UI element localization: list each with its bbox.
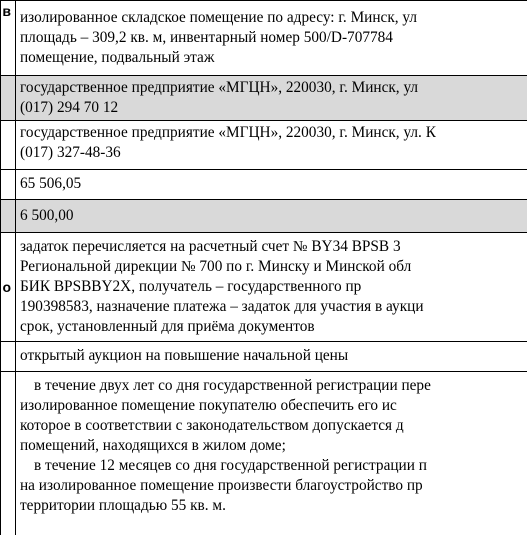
table-row [1,200,527,233]
text-line: Региональной дирекции № 700 по г. Минску и Минской обл [20,258,412,275]
text-line: изолированное складское помещение по адресу: г. Минск, ул [20,9,418,26]
row-label-cell [1,233,16,342]
deposit-terms-cell [16,233,527,342]
text-line: изолированное помещение покупателю обеспечить его ис [20,397,397,414]
row-label-cell [1,170,16,200]
table-row [1,76,527,121]
conditions-cell [16,372,527,535]
text-line: площадь – 309,2 кв. м, инвентарный номер 500/D-707784 [20,29,393,46]
object-description-cell [16,1,527,76]
table-row [1,1,527,76]
table-row [1,170,527,200]
text-line: помещений, находящихся в жилом доме; [20,437,286,454]
text-line: в течение 12 месяцев со дня государственной регистрации п [34,457,427,474]
row-label: о [2,279,11,295]
row-label-cell [1,372,16,535]
text-line: (017) 294 70 12 [20,99,119,116]
text-line: в течение двух лет со дня государственной регистрации пере [34,377,431,394]
row-label-cell [1,200,16,233]
auction-type-cell [16,342,527,372]
text-line: помещение, подвальный этаж [20,49,215,66]
row-label-cell [1,1,16,76]
text-line: государственное предприятие «МГЦН», 220030, г. Минск, ул. К [20,124,436,141]
auction-type: открытый аукцион на повышение начальной цены [20,347,349,364]
row-label-cell [1,76,16,121]
text-line: которое в соответствии с законодательством допускается д [20,417,404,434]
organizer-cell [16,121,527,170]
table-row [1,372,527,535]
deposit-amount-cell [16,200,527,233]
text-line: задаток перечисляется на расчетный счет № BY34 BPSB 3 [20,238,401,255]
starting-price-cell [16,170,527,200]
row-label: в [2,3,11,19]
table-row [1,233,527,342]
text-line: государственное предприятие «МГЦН», 220030, г. Минск, ул [20,79,419,96]
text-line: территории площадью 55 кв. м. [20,497,226,514]
table-row [1,121,527,170]
row-label-cell [1,121,16,170]
text-line: срок, установленный для приёма документов [20,318,315,335]
seller-cell [16,76,527,121]
table-row [1,342,527,372]
row-label-cell [1,342,16,372]
text-line: БИК BPSBBY2X, получатель – государственного пр [20,278,362,295]
text-line: 190398583, назначение платежа – задаток для участия в аукци [20,298,424,315]
text-line: (017) 327-48-36 [20,144,121,161]
text-line: на изолированное помещение произвести благоустройство пр [20,477,423,494]
deposit-amount: 6 500,00 [20,207,74,224]
starting-price: 65 506,05 [20,175,82,192]
